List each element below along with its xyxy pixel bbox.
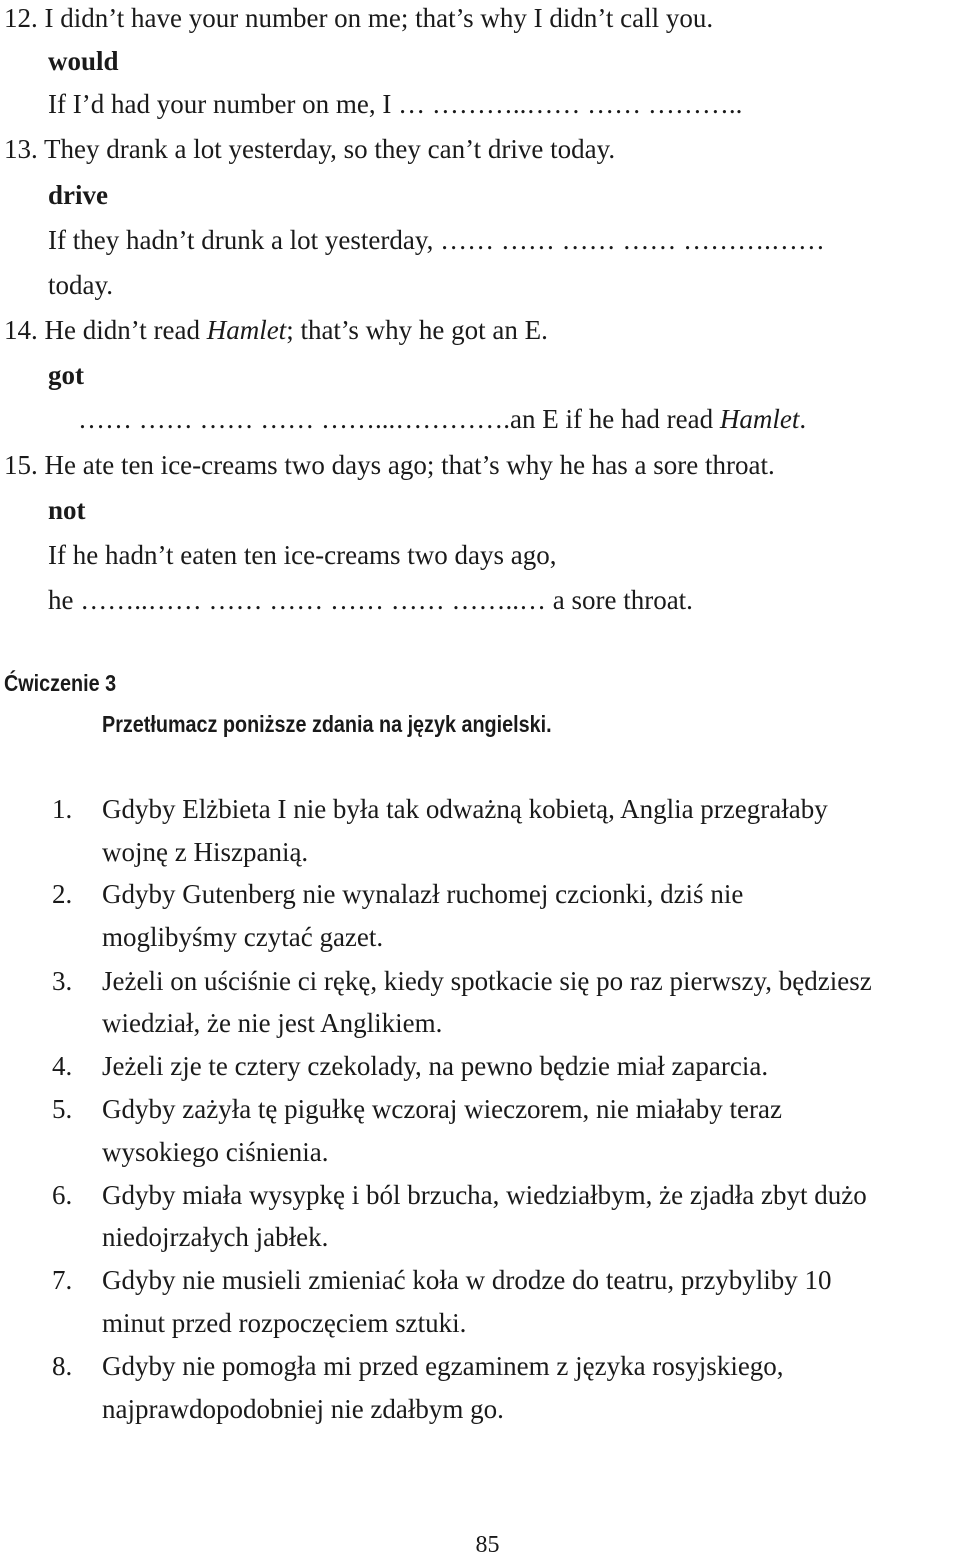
list-item-text: wysokiego ciśnienia. <box>102 1137 329 1167</box>
list-item-number: 8. <box>52 1351 73 1381</box>
page-number: 85 <box>475 1532 500 1558</box>
item-13-blank[interactable]: …… …… …… …… ……….…… <box>440 225 825 255</box>
item-15-answer: If he hadn’t eaten ten ice-creams two days ago, <box>48 540 557 570</box>
item-14-blank[interactable]: …… …… …… …… ……...…………. <box>78 404 510 434</box>
list-item-text: Jeżeli zje te cztery czekolady, na pewno będzie miał zaparcia. <box>102 1051 769 1081</box>
item-12-sentence: 12. I didn’t have your number on me; that’s why I didn’t call you. <box>4 3 714 33</box>
list-item-text: Gdyby zażyła tę pigułkę wczoraj wieczorem, nie miałaby teraz <box>102 1094 782 1124</box>
list-item-text: Gdyby nie pomogła mi przed egzaminem z języka rosyjskiego, <box>102 1351 784 1381</box>
item-15-sentence: 15. He ate ten ice-creams two days ago; that’s why he has a sore throat. <box>4 450 775 480</box>
list-item-number: 5. <box>52 1094 73 1124</box>
item-14-sentence: 14. He didn’t read Hamlet; that’s why he got an E. <box>4 315 548 345</box>
item-13-answer-cont: today. <box>48 270 113 300</box>
list-item-text: Gdyby miała wysypkę i ból brzucha, wiedziałbym, że zjadła zbyt dużo <box>102 1180 867 1210</box>
list-item-text: wiedział, że nie jest Anglikiem. <box>102 1008 443 1038</box>
exercise-heading: Ćwiczenie 3 <box>4 670 117 696</box>
item-14-answer: …… …… …… …… ……...………….an E if he had read Hamlet. <box>78 404 807 434</box>
list-item-text: Gdyby Gutenberg nie wynalazł ruchomej czcionki, dziś nie <box>102 879 744 909</box>
list-item-number: 1. <box>52 794 73 824</box>
list-item-number: 6. <box>52 1180 73 1210</box>
item-14-keyword: got <box>48 360 84 390</box>
list-item-number: 2. <box>52 879 73 909</box>
item-12-keyword: would <box>48 46 119 76</box>
item-13-answer: If they hadn’t drunk a lot yesterday, …… …… …… …… ……….…… <box>48 225 825 255</box>
item-13-keyword: drive <box>48 180 108 210</box>
list-item-text: minut przed rozpoczęciem sztuki. <box>102 1308 467 1338</box>
item-12-blank[interactable]: … ………..…… …… ……….. <box>398 89 743 119</box>
list-item-text: Gdyby Elżbieta I nie była tak odważną kobietą, Anglia przegrałaby <box>102 794 828 824</box>
list-item-text: Gdyby nie musieli zmieniać koła w drodze do teatru, przybyliby 10 <box>102 1265 832 1295</box>
exercise-instruction: Przetłumacz poniższe zdania na język angielski. <box>102 711 552 737</box>
list-item-number: 3. <box>52 966 73 996</box>
list-item-text: najprawdopodobniej nie zdałbym go. <box>102 1394 504 1424</box>
list-item-text: niedojrzałych jabłek. <box>102 1222 329 1252</box>
item-15-answer-line2: he ……..…… …… …… …… …… ……..… a sore throat. <box>48 585 693 615</box>
item-15-keyword: not <box>48 495 86 525</box>
list-item-text: moglibyśmy czytać gazet. <box>102 922 384 952</box>
item-15-blank[interactable]: ……..…… …… …… …… …… ……..… <box>80 585 546 615</box>
item-13-sentence: 13. They drank a lot yesterday, so they can’t drive today. <box>4 134 616 164</box>
list-item-number: 7. <box>52 1265 73 1295</box>
list-item-number: 4. <box>52 1051 73 1081</box>
list-item-text: wojnę z Hiszpanią. <box>102 837 309 867</box>
item-12-answer: If I’d had your number on me, I … ………..…… …… ……….. <box>48 89 743 119</box>
list-item-text: Jeżeli on uściśnie ci rękę, kiedy spotkacie się po raz pierwszy, będziesz <box>102 966 872 996</box>
